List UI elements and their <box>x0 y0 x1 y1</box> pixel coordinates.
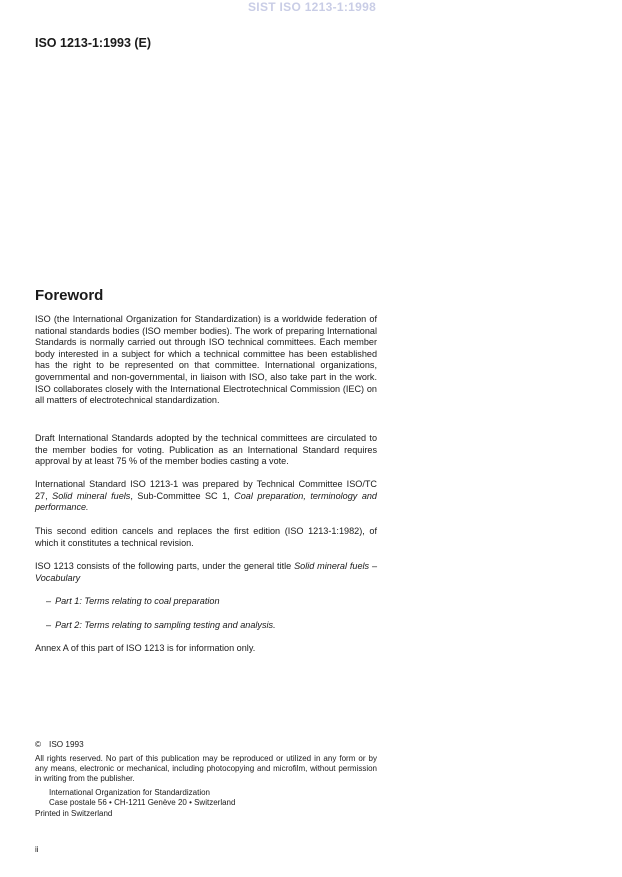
watermark: SIST ISO 1213-1:1998 <box>248 0 377 14</box>
legal-notice: All rights reserved. No part of this publication may be reproduced or utilized in any form or by any means, electronic or mechanical, including photocopying and microfilm, without permission in writing from the publisher. <box>35 754 377 783</box>
paragraph-draft-standards: Draft International Standards adopted by the technical committees are circulated to the member bodies for voting. Publication as an International Standard requires approval by at least 75 % of the member bodies casting a vote. <box>35 433 377 467</box>
parts-text: ISO 1213 consists of the following parts, under the general title <box>35 561 295 571</box>
list-dash: – <box>46 596 52 606</box>
part1-text: Part 1: Terms relating to coal preparation <box>55 596 220 606</box>
committee-text-a: International Standard ISO 1213-1 was prepared by Technical Committee ISO/TC 27, <box>35 479 377 501</box>
publisher-address <box>49 788 235 808</box>
printed-in: Printed in Switzerland <box>35 809 113 818</box>
paragraph-parts <box>35 561 377 584</box>
document-id: ISO 1213-1:1993 (E) <box>35 36 152 50</box>
postal-address: Case postale 56 • CH-1211 Genève 20 • Switzerland <box>49 797 236 807</box>
list-item-part1 <box>46 596 376 608</box>
paragraph-edition: This second edition cancels and replaces the first edition (ISO 1213-1:1982), of which it constitutes a technical revision. <box>35 526 377 548</box>
list-dash: – <box>46 620 52 630</box>
paragraph-annex: Annex A of this part of ISO 1213 is for information only. <box>35 643 256 653</box>
committee-text-c: , Sub-Committee SC 1, <box>130 490 235 501</box>
organization-name: International Organization for Standardization <box>49 788 210 797</box>
list-item-part2 <box>46 620 376 632</box>
parts-general-title: Solid mineral fuels – Vocabulary <box>35 561 377 583</box>
paragraph-committee <box>35 479 377 514</box>
part2-text: Part 2: Terms relating to sampling testing and analysis. <box>55 620 276 630</box>
committee-title-coal: Coal preparation, terminology and performance. <box>35 490 377 513</box>
copyright-text: ISO 1993 <box>49 740 84 749</box>
page-number: ii <box>35 845 39 854</box>
section-heading: Foreword <box>35 287 104 304</box>
paragraph-iso-intro: ISO (the International Organization for Standardization) is a worldwide federation of national standards bodies (ISO member bodies). The work of preparing International Standards is normally carried out through ISO technical committees. Each member body interested in a subject for which a technical committee has been established has the right to be represented on that committee. International organizations, governmental and non-governmental, in liaison with ISO, also take part in the work. ISO collaborates closely with the International Electrotechnical Commission (IEC) on all matters of electrotechnical standardization. <box>35 314 377 406</box>
committee-title-fuels: Solid mineral fuels <box>52 490 131 501</box>
copyright-line <box>35 740 84 749</box>
copyright-symbol: © <box>35 740 42 749</box>
